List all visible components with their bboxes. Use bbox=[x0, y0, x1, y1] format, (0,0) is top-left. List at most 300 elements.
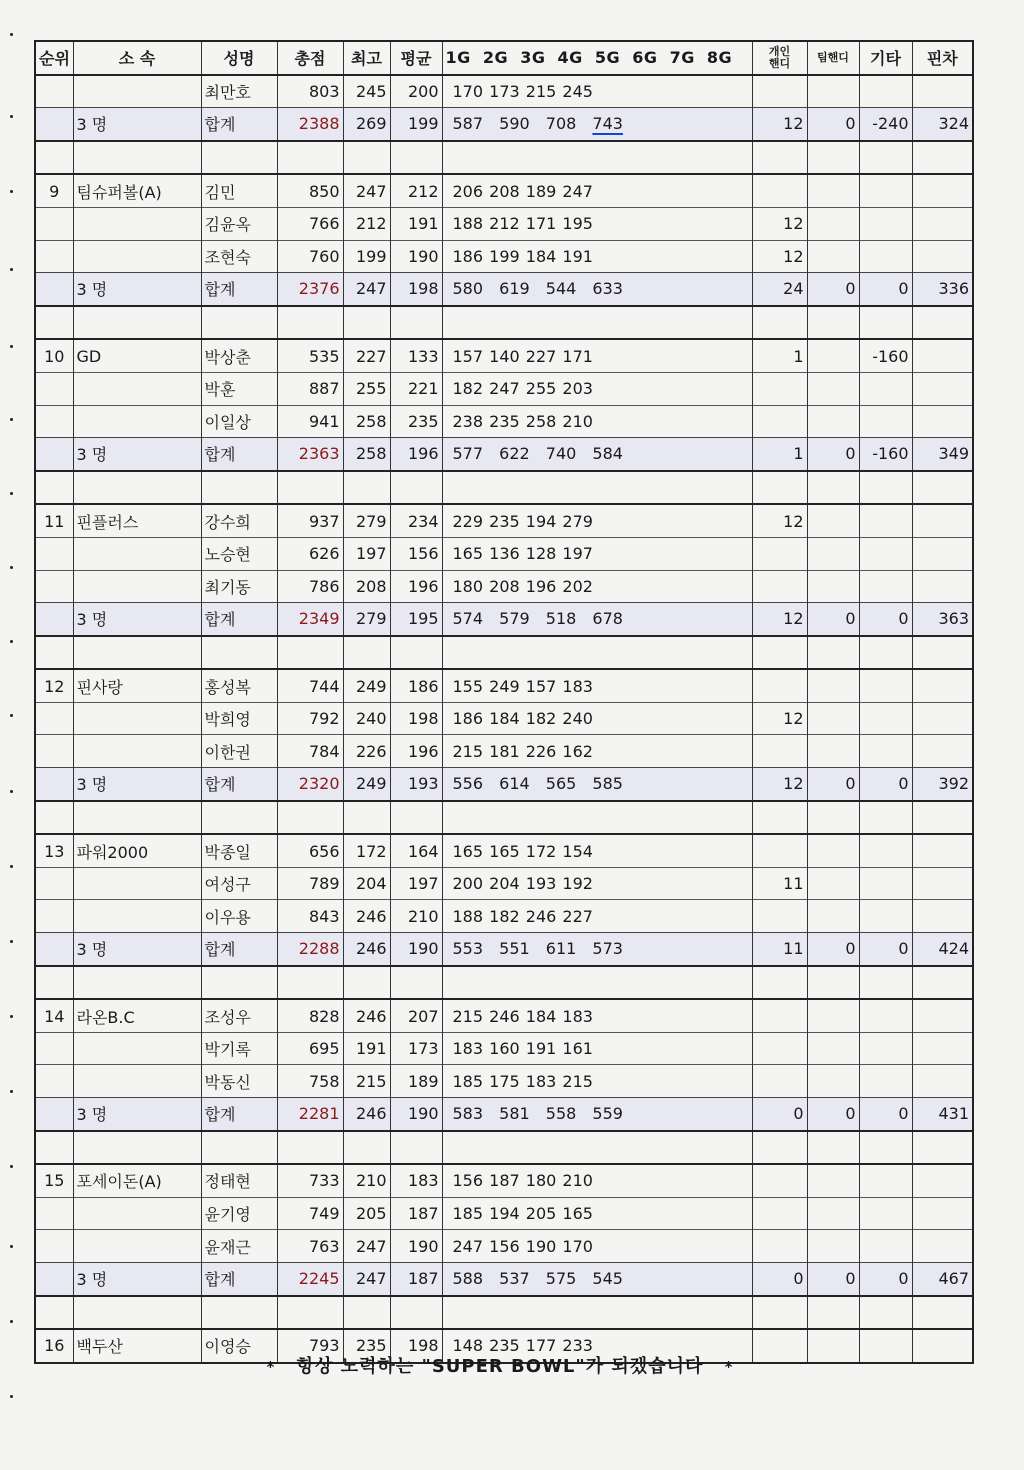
empty-cell bbox=[343, 471, 390, 505]
empty-cell bbox=[277, 471, 343, 505]
other-cell bbox=[859, 1065, 912, 1098]
team-handicap-cell bbox=[807, 702, 859, 735]
high-score-cell: 235 bbox=[343, 1329, 390, 1363]
other-cell bbox=[859, 570, 912, 603]
total-score-cell: 2320 bbox=[277, 768, 343, 801]
game-score: 235 bbox=[489, 411, 520, 431]
personal-handicap-cell: 12 bbox=[752, 702, 807, 735]
game-scores-cell bbox=[442, 603, 752, 636]
personal-handicap-cell bbox=[752, 1164, 807, 1197]
average-cell: 195 bbox=[390, 603, 442, 636]
pin-diff-cell bbox=[912, 537, 973, 570]
empty-cell bbox=[859, 306, 912, 340]
personal-handicap-cell bbox=[752, 1197, 807, 1230]
pin-diff-cell bbox=[912, 999, 973, 1032]
other-cell: 0 bbox=[859, 1098, 912, 1131]
empty-cell bbox=[859, 636, 912, 670]
personal-handicap-cell: 12 bbox=[752, 504, 807, 537]
average-cell: 196 bbox=[390, 735, 442, 768]
total-score-cell: 789 bbox=[277, 867, 343, 900]
team-handicap-cell bbox=[807, 1164, 859, 1197]
high-score-cell: 269 bbox=[343, 108, 390, 141]
total-score-cell: 786 bbox=[277, 570, 343, 603]
game-scores-cell bbox=[442, 702, 752, 735]
team-cell: 백두산 bbox=[73, 1329, 201, 1363]
average-cell: 207 bbox=[390, 999, 442, 1032]
empty-cell bbox=[912, 1296, 973, 1330]
player-name-cell: 김윤옥 bbox=[201, 207, 277, 240]
rank-cell bbox=[35, 207, 73, 240]
empty-cell bbox=[752, 636, 807, 670]
scan-artifact bbox=[10, 566, 13, 569]
player-name-cell: 합계 bbox=[201, 438, 277, 471]
game-score: 551 bbox=[499, 939, 530, 959]
team-cell: 포세이돈(A) bbox=[73, 1164, 201, 1197]
game-score: 196 bbox=[525, 576, 557, 596]
game-score: 215 bbox=[452, 1006, 484, 1026]
empty-cell bbox=[442, 141, 752, 175]
personal-handicap-cell bbox=[752, 1065, 807, 1098]
total-score-cell: 2245 bbox=[277, 1262, 343, 1295]
empty-cell bbox=[807, 1131, 859, 1165]
header-game-5: 5G bbox=[594, 48, 621, 68]
game-score: 170 bbox=[562, 1236, 593, 1256]
scan-artifact bbox=[10, 115, 13, 118]
team-handicap-cell: 0 bbox=[807, 273, 859, 306]
team-cell: 팀슈퍼볼(A) bbox=[73, 174, 201, 207]
other-cell bbox=[859, 669, 912, 702]
header-game-1: 1G bbox=[445, 48, 471, 68]
game-score: 156 bbox=[452, 1171, 484, 1191]
game-score: 590 bbox=[499, 114, 530, 134]
game-score: 246 bbox=[525, 906, 557, 926]
average-cell: 210 bbox=[390, 900, 442, 933]
rank-cell: 9 bbox=[35, 174, 73, 207]
rank-cell bbox=[35, 537, 73, 570]
star-icon: * bbox=[266, 1358, 276, 1376]
other-cell bbox=[859, 900, 912, 933]
game-scores-cell bbox=[442, 1065, 752, 1098]
average-cell: 198 bbox=[390, 702, 442, 735]
game-score: 537 bbox=[499, 1269, 530, 1289]
game-scores-cell bbox=[442, 438, 752, 471]
pin-diff-cell bbox=[912, 900, 973, 933]
game-score: 208 bbox=[489, 181, 520, 201]
total-score-cell: 803 bbox=[277, 75, 343, 108]
scan-artifact bbox=[10, 418, 13, 421]
personal-handicap-cell: 12 bbox=[752, 768, 807, 801]
game-score: 579 bbox=[499, 609, 530, 629]
header-game-2: 2G bbox=[482, 48, 509, 68]
empty-cell bbox=[807, 141, 859, 175]
high-score-cell: 247 bbox=[343, 1230, 390, 1263]
rank-cell bbox=[35, 702, 73, 735]
player-row bbox=[35, 339, 973, 372]
team-handicap-cell bbox=[807, 735, 859, 768]
other-cell: 0 bbox=[859, 603, 912, 636]
pin-diff-cell bbox=[912, 702, 973, 735]
team-cell bbox=[73, 900, 201, 933]
game-score: 194 bbox=[525, 511, 557, 531]
game-scores-cell bbox=[442, 1197, 752, 1230]
player-name-cell: 조현숙 bbox=[201, 240, 277, 273]
game-score: 182 bbox=[452, 379, 484, 399]
average-cell: 197 bbox=[390, 867, 442, 900]
team-total-row bbox=[35, 108, 973, 141]
game-score: 177 bbox=[525, 1336, 557, 1356]
empty-cell bbox=[277, 1296, 343, 1330]
empty-cell bbox=[752, 306, 807, 340]
rank-cell: 10 bbox=[35, 339, 73, 372]
player-row bbox=[35, 1065, 973, 1098]
average-cell: 187 bbox=[390, 1262, 442, 1295]
empty-cell bbox=[752, 1131, 807, 1165]
empty-cell bbox=[73, 1131, 201, 1165]
empty-cell bbox=[807, 471, 859, 505]
player-name-cell: 이일상 bbox=[201, 405, 277, 438]
empty-cell bbox=[859, 141, 912, 175]
empty-cell bbox=[35, 966, 73, 1000]
game-score: 573 bbox=[592, 939, 623, 959]
rank-cell bbox=[35, 108, 73, 141]
personal-handicap-cell bbox=[752, 900, 807, 933]
game-score: 165 bbox=[452, 544, 484, 564]
empty-cell bbox=[807, 1296, 859, 1330]
pin-diff-cell: 424 bbox=[912, 933, 973, 966]
team-cell bbox=[73, 1065, 201, 1098]
team-total-row bbox=[35, 768, 973, 801]
game-score: 208 bbox=[489, 576, 520, 596]
empty-cell bbox=[343, 1296, 390, 1330]
team-cell bbox=[73, 207, 201, 240]
player-row bbox=[35, 900, 973, 933]
team-handicap-cell bbox=[807, 504, 859, 537]
team-cell bbox=[73, 1197, 201, 1230]
empty-cell bbox=[390, 636, 442, 670]
game-scores-cell bbox=[442, 1230, 752, 1263]
empty-cell bbox=[277, 306, 343, 340]
team-cell: 3 명 bbox=[73, 1262, 201, 1295]
pin-diff-cell bbox=[912, 75, 973, 108]
empty-cell bbox=[912, 471, 973, 505]
total-score-cell: 733 bbox=[277, 1164, 343, 1197]
player-name-cell: 박동신 bbox=[201, 1065, 277, 1098]
player-name-cell: 박기록 bbox=[201, 1032, 277, 1065]
empty-cell bbox=[859, 1131, 912, 1165]
game-score: 156 bbox=[489, 1236, 520, 1256]
personal-handicap-cell: 12 bbox=[752, 240, 807, 273]
empty-cell bbox=[201, 471, 277, 505]
high-score-cell: 226 bbox=[343, 735, 390, 768]
empty-cell bbox=[442, 471, 752, 505]
player-name-cell: 윤기영 bbox=[201, 1197, 277, 1230]
player-row bbox=[35, 735, 973, 768]
team-total-row bbox=[35, 273, 973, 306]
player-name-cell: 이영승 bbox=[201, 1329, 277, 1363]
game-score: 199 bbox=[489, 246, 520, 266]
game-score: 154 bbox=[562, 841, 593, 861]
team-handicap-cell bbox=[807, 240, 859, 273]
pin-diff-cell bbox=[912, 207, 973, 240]
personal-handicap-cell bbox=[752, 570, 807, 603]
game-scores-cell bbox=[442, 900, 752, 933]
high-score-cell: 210 bbox=[343, 1164, 390, 1197]
empty-cell bbox=[807, 636, 859, 670]
player-row bbox=[35, 999, 973, 1032]
game-score: 227 bbox=[562, 906, 593, 926]
empty-cell bbox=[912, 1131, 973, 1165]
header-game-7: 7G bbox=[669, 48, 695, 68]
high-score-cell: 191 bbox=[343, 1032, 390, 1065]
game-scores-cell bbox=[442, 372, 752, 405]
average-cell: 187 bbox=[390, 1197, 442, 1230]
player-row bbox=[35, 669, 973, 702]
pin-diff-cell bbox=[912, 570, 973, 603]
team-cell bbox=[73, 405, 201, 438]
game-score: 190 bbox=[525, 1236, 557, 1256]
total-score-cell: 656 bbox=[277, 834, 343, 867]
other-cell bbox=[859, 1230, 912, 1263]
game-score: 227 bbox=[525, 346, 557, 366]
game-score: 556 bbox=[452, 774, 484, 794]
player-name-cell: 합계 bbox=[201, 768, 277, 801]
rank-cell bbox=[35, 768, 73, 801]
total-score-cell: 887 bbox=[277, 372, 343, 405]
star-icon: * bbox=[724, 1358, 734, 1376]
header-total: 총점 bbox=[277, 41, 343, 75]
game-score: 157 bbox=[452, 346, 484, 366]
game-score: 587 bbox=[452, 114, 484, 134]
footer-text: 항상 노력하는 "SUPER BOWL"가 되겠습니다 bbox=[296, 1356, 704, 1377]
game-score: 518 bbox=[545, 609, 577, 629]
game-score: 226 bbox=[525, 741, 557, 761]
game-score: 157 bbox=[525, 676, 557, 696]
empty-cell bbox=[442, 1296, 752, 1330]
header-other: 기타 bbox=[859, 41, 912, 75]
game-score: 175 bbox=[489, 1071, 520, 1091]
game-score: 184 bbox=[489, 709, 520, 729]
team-cell: 라온B.C bbox=[73, 999, 201, 1032]
empty-cell bbox=[752, 141, 807, 175]
high-score-cell: 246 bbox=[343, 933, 390, 966]
player-name-cell: 이우용 bbox=[201, 900, 277, 933]
average-cell: 189 bbox=[390, 1065, 442, 1098]
game-score: 565 bbox=[545, 774, 577, 794]
player-row bbox=[35, 174, 973, 207]
empty-cell bbox=[201, 966, 277, 1000]
rank-cell bbox=[35, 438, 73, 471]
game-score: 247 bbox=[489, 379, 520, 399]
game-scores-cell bbox=[442, 933, 752, 966]
other-cell bbox=[859, 702, 912, 735]
game-score: 622 bbox=[499, 444, 530, 464]
empty-cell bbox=[859, 801, 912, 835]
team-handicap-cell: 0 bbox=[807, 1098, 859, 1131]
average-cell: 190 bbox=[390, 1230, 442, 1263]
team-handicap-cell bbox=[807, 537, 859, 570]
other-cell: 0 bbox=[859, 273, 912, 306]
team-handicap-cell bbox=[807, 1197, 859, 1230]
scan-artifact bbox=[10, 1320, 13, 1323]
total-score-cell: 535 bbox=[277, 339, 343, 372]
rank-cell: 13 bbox=[35, 834, 73, 867]
game-score: 165 bbox=[489, 841, 520, 861]
personal-handicap-cell bbox=[752, 999, 807, 1032]
empty-cell bbox=[752, 801, 807, 835]
game-score: 182 bbox=[489, 906, 520, 926]
high-score-cell: 249 bbox=[343, 669, 390, 702]
empty-cell bbox=[277, 636, 343, 670]
high-score-cell: 247 bbox=[343, 174, 390, 207]
game-scores-cell bbox=[442, 273, 752, 306]
game-score: 193 bbox=[525, 874, 557, 894]
game-score: 258 bbox=[525, 411, 557, 431]
average-cell: 199 bbox=[390, 108, 442, 141]
high-score-cell: 215 bbox=[343, 1065, 390, 1098]
personal-handicap-cell bbox=[752, 1032, 807, 1065]
game-score: 171 bbox=[562, 346, 593, 366]
rank-cell: 12 bbox=[35, 669, 73, 702]
empty-cell bbox=[35, 801, 73, 835]
player-name-cell: 박상춘 bbox=[201, 339, 277, 372]
other-cell bbox=[859, 537, 912, 570]
game-score: 183 bbox=[452, 1039, 484, 1059]
high-score-cell: 208 bbox=[343, 570, 390, 603]
other-cell: -160 bbox=[859, 339, 912, 372]
game-score: 238 bbox=[452, 411, 484, 431]
empty-cell bbox=[343, 306, 390, 340]
pin-diff-cell bbox=[912, 240, 973, 273]
game-score: 245 bbox=[562, 81, 593, 101]
header-pin-diff: 핀차 bbox=[912, 41, 973, 75]
player-row bbox=[35, 372, 973, 405]
high-score-cell: 240 bbox=[343, 702, 390, 735]
total-score-cell: 850 bbox=[277, 174, 343, 207]
total-score-cell: 749 bbox=[277, 1197, 343, 1230]
pin-diff-cell bbox=[912, 867, 973, 900]
team-handicap-cell bbox=[807, 207, 859, 240]
other-cell bbox=[859, 1197, 912, 1230]
team-total-row bbox=[35, 438, 973, 471]
rank-cell bbox=[35, 372, 73, 405]
header-team-handicap: 팀핸디 bbox=[807, 41, 859, 75]
pin-diff-cell bbox=[912, 1164, 973, 1197]
game-score: 183 bbox=[562, 676, 593, 696]
average-cell: 235 bbox=[390, 405, 442, 438]
player-name-cell: 조성우 bbox=[201, 999, 277, 1032]
team-cell bbox=[73, 1230, 201, 1263]
personal-handicap-cell: 11 bbox=[752, 867, 807, 900]
total-score-cell: 626 bbox=[277, 537, 343, 570]
other-cell bbox=[859, 999, 912, 1032]
average-cell: 234 bbox=[390, 504, 442, 537]
game-scores-cell bbox=[442, 768, 752, 801]
player-name-cell: 박희영 bbox=[201, 702, 277, 735]
score-table bbox=[34, 40, 974, 1364]
empty-cell bbox=[442, 636, 752, 670]
total-score-cell: 758 bbox=[277, 1065, 343, 1098]
average-cell: 133 bbox=[390, 339, 442, 372]
player-row bbox=[35, 867, 973, 900]
spacer-row bbox=[35, 801, 973, 835]
rank-cell bbox=[35, 570, 73, 603]
total-score-cell: 760 bbox=[277, 240, 343, 273]
personal-handicap-cell bbox=[752, 372, 807, 405]
game-scores-cell bbox=[442, 1262, 752, 1295]
pin-diff-cell bbox=[912, 372, 973, 405]
player-name-cell: 박훈 bbox=[201, 372, 277, 405]
game-score: 558 bbox=[545, 1104, 577, 1124]
player-name-cell: 노승현 bbox=[201, 537, 277, 570]
player-name-cell: 최만호 bbox=[201, 75, 277, 108]
player-row bbox=[35, 570, 973, 603]
pin-diff-cell: 349 bbox=[912, 438, 973, 471]
empty-cell bbox=[390, 141, 442, 175]
high-score-cell: 247 bbox=[343, 1262, 390, 1295]
average-cell: 196 bbox=[390, 438, 442, 471]
high-score-cell: 247 bbox=[343, 273, 390, 306]
team-handicap-cell: 0 bbox=[807, 1262, 859, 1295]
empty-cell bbox=[35, 141, 73, 175]
game-score: 191 bbox=[525, 1039, 557, 1059]
team-handicap-cell bbox=[807, 174, 859, 207]
personal-handicap-cell: 1 bbox=[752, 438, 807, 471]
pin-diff-cell bbox=[912, 339, 973, 372]
player-name-cell: 김민 bbox=[201, 174, 277, 207]
empty-cell bbox=[73, 471, 201, 505]
game-scores-cell bbox=[442, 504, 752, 537]
game-score: 255 bbox=[525, 379, 557, 399]
other-cell bbox=[859, 207, 912, 240]
pin-diff-cell: 467 bbox=[912, 1262, 973, 1295]
high-score-cell: 246 bbox=[343, 999, 390, 1032]
player-row bbox=[35, 1164, 973, 1197]
empty-cell bbox=[807, 966, 859, 1000]
empty-cell bbox=[390, 966, 442, 1000]
rank-cell bbox=[35, 273, 73, 306]
team-handicap-cell bbox=[807, 900, 859, 933]
game-score: 202 bbox=[562, 576, 593, 596]
team-cell: 3 명 bbox=[73, 273, 201, 306]
scan-artifact bbox=[10, 1395, 13, 1398]
game-score: 583 bbox=[452, 1104, 484, 1124]
game-score: 559 bbox=[592, 1104, 623, 1124]
player-name-cell: 박종일 bbox=[201, 834, 277, 867]
empty-cell bbox=[442, 306, 752, 340]
team-cell: 핀플러스 bbox=[73, 504, 201, 537]
game-score: 678 bbox=[592, 609, 623, 629]
empty-cell bbox=[277, 1131, 343, 1165]
player-row bbox=[35, 537, 973, 570]
empty-cell bbox=[35, 1131, 73, 1165]
empty-cell bbox=[912, 636, 973, 670]
personal-handicap-cell: 12 bbox=[752, 207, 807, 240]
pin-diff-cell: 431 bbox=[912, 1098, 973, 1131]
team-handicap-cell: 0 bbox=[807, 933, 859, 966]
team-handicap-cell bbox=[807, 339, 859, 372]
header-games bbox=[442, 41, 752, 75]
team-cell bbox=[73, 735, 201, 768]
empty-cell bbox=[752, 966, 807, 1000]
game-scores-cell bbox=[442, 174, 752, 207]
average-cell: 164 bbox=[390, 834, 442, 867]
average-cell: 193 bbox=[390, 768, 442, 801]
empty-cell bbox=[807, 306, 859, 340]
pin-diff-cell bbox=[912, 1230, 973, 1263]
personal-handicap-cell bbox=[752, 669, 807, 702]
empty-cell bbox=[390, 471, 442, 505]
personal-handicap-cell bbox=[752, 537, 807, 570]
